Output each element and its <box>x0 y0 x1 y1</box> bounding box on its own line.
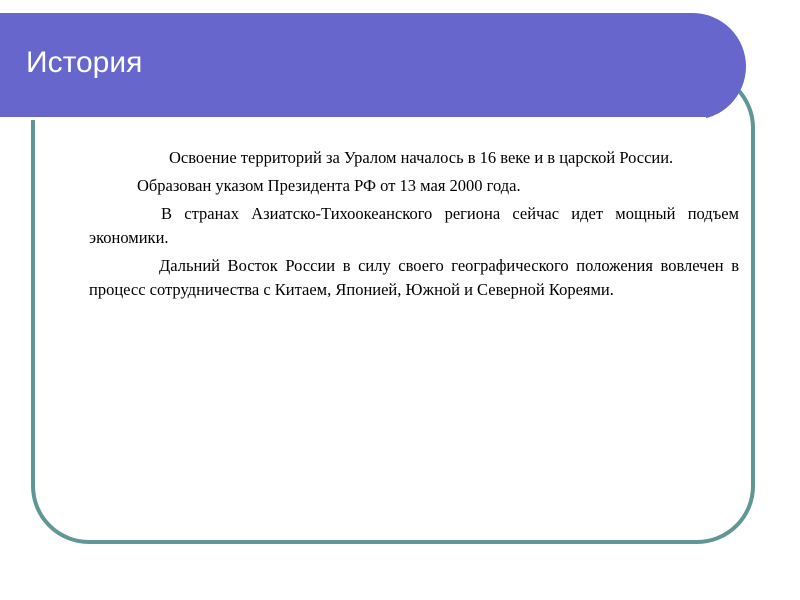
title-underline <box>0 117 706 120</box>
slide-title: История <box>26 46 143 79</box>
paragraph-3: В странах Азиатско-Тихоокеанского региона сейчас идет мощный подъем экономики. <box>89 204 739 247</box>
paragraph-2: Образован указом Президента РФ от 13 мая 2000 года. <box>137 176 521 195</box>
content-frame <box>31 70 755 544</box>
slide-body <box>89 146 739 306</box>
paragraph-4: Дальний Восток России в силу своего географического положения вовлечен в процесс сотрудничества с Китаем, Японией, Южной и Северной Кореями. <box>89 256 739 299</box>
paragraph-1: Освоение территорий за Уралом началось в 16 веке и в царской России. <box>169 148 674 167</box>
